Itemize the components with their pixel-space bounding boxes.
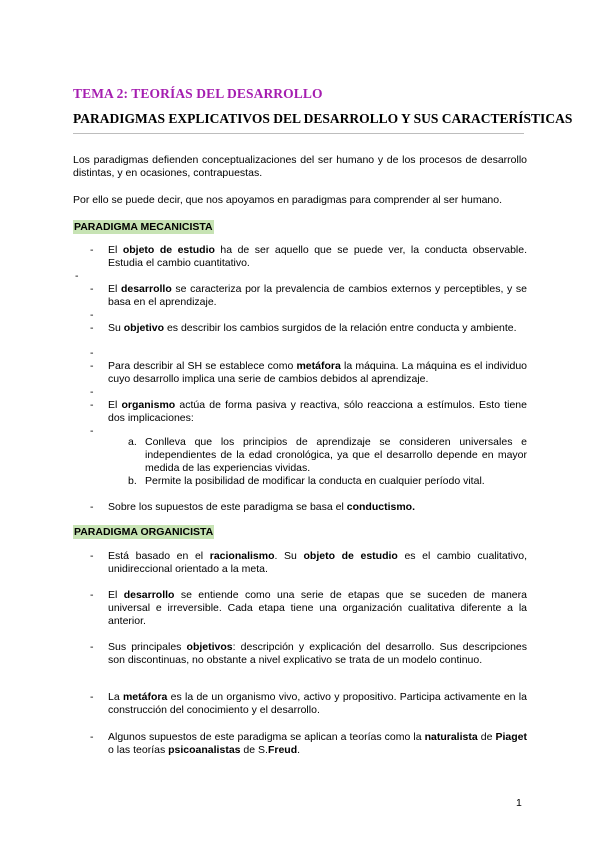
bullet-dash: -: [90, 386, 94, 398]
bullet-dash: -: [90, 501, 94, 513]
list-item: - Algunos supuestos de este paradigma se aplican a teorías como la naturalista de Piaget o las teorías psicoanalistas de S.Freud.: [90, 731, 527, 756]
list-item: - Está basado en el racionalismo. Su objeto de estudio es el cambio cualitativo, unidireccional orientado a la meta.: [90, 550, 527, 575]
list-item: - El objeto de estudio ha de ser aquello que se puede ver, la conducta observable. Estudia el cambio cuantitativo.: [90, 244, 527, 269]
bullet-dash: -: [90, 425, 94, 437]
sub-list-item: a. Conlleva que los principios de aprendizaje se consideren universales e independientes de la edad cronológica, ya que el desarrollo depende en mayor medida de las experiencias vividas.: [128, 436, 527, 474]
intro-paragraph-2: Por ello se puede decir, que nos apoyamos en paradigmas para comprender al ser humano.: [73, 194, 503, 206]
bullet-dash: -: [90, 309, 94, 321]
bullet-dash: -: [90, 550, 94, 562]
list-item: - El desarrollo se entiende como una serie de etapas que se suceden de manera universal e irreversible. Cada etapa tiene una organización cualitativa diferente a la anterior.: [90, 589, 527, 627]
bullet-dash: -: [90, 360, 94, 372]
bullet-dash: -: [90, 283, 94, 295]
bullet-dash: -: [90, 589, 94, 601]
bullet-dash: -: [90, 322, 94, 334]
list-item: - El desarrollo se caracteriza por la prevalencia de cambios externos y perceptibles, y se basa en el aprendizaje.: [90, 283, 527, 308]
sub-list-item: b. Permite la posibilidad de modificar la conducta en cualquier período vital.: [128, 475, 485, 487]
list-item: - El organismo actúa de forma pasiva y reactiva, sólo reacciona a estímulos. Esto tiene dos implicaciones:: [90, 399, 527, 424]
heading-mecanicista: PARADIGMA MECANICISTA: [74, 221, 213, 233]
bullet-dash: -: [90, 347, 94, 359]
title-divider: [73, 133, 524, 134]
bullet-dash: -: [90, 641, 94, 653]
list-item: - La metáfora es la de un organismo vivo, activo y propositivo. Participa activamente en la construcción del conocimiento y el desarrollo.: [90, 691, 527, 716]
tema-title: TEMA 2: TEORÍAS DEL DESARROLLO: [73, 86, 323, 101]
list-item: - Sus principales objetivos: descripción y explicación del desarrollo. Sus descripciones son discontinuas, no obstante a nivel explicativo se trata de un modelo continuo.: [90, 641, 527, 666]
section-subtitle: PARADIGMAS EXPLICATIVOS DEL DESARROLLO Y SUS CARACTERÍSTICAS: [73, 111, 573, 126]
bullet-dash: -: [90, 691, 94, 703]
heading-organicista: PARADIGMA ORGANICISTA: [74, 526, 214, 538]
bullet-dash: -: [90, 244, 94, 256]
bullet-dash: -: [90, 731, 94, 743]
list-item: - Sobre los supuestos de este paradigma se basa el conductismo.: [90, 501, 415, 513]
list-item: - Su objetivo es describir los cambios surgidos de la relación entre conducta y ambiente.: [90, 322, 517, 334]
page-number: 1: [516, 797, 522, 809]
bullet-dash: -: [75, 270, 79, 282]
intro-paragraph-1: Los paradigmas defienden conceptualizaciones del ser humano y de los procesos de desarrollo distintas, y en ocasiones, contrapuestas.: [73, 154, 527, 179]
list-item: - Para describir al SH se establece como metáfora la máquina. La máquina es el individuo cuyo desarrollo implica una serie de cambios debidos al aprendizaje.: [90, 360, 527, 385]
bullet-dash: -: [90, 399, 94, 411]
